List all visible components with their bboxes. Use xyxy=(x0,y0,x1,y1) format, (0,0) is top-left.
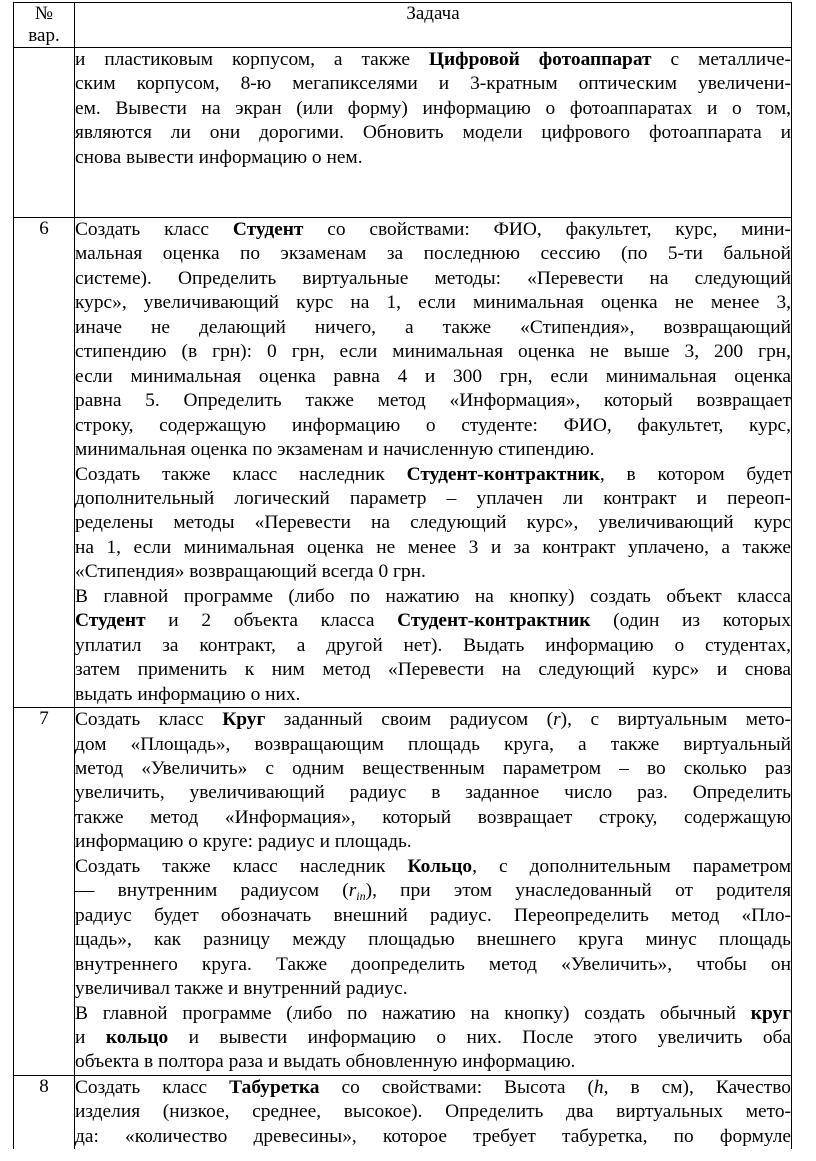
text-line: затем применить к ним метод «Перевести на следующий курс» и снова xyxy=(75,659,791,681)
table-row xyxy=(14,1075,792,1149)
text-line: минимальная оценка по экзаменам и начисленную стипендию. xyxy=(75,439,595,461)
paragraph xyxy=(75,463,791,585)
text-line: ределены методы «Перевести на следующий курс», увеличивающий курс xyxy=(75,512,791,534)
text-line: «Стипендия» возвращающий всегда 0 грн. xyxy=(75,561,426,583)
text-line: мальная оценка по экзаменам за последнюю сессию (по 5-ти бальной xyxy=(75,243,791,265)
text-line: Создать также класс наследник Кольцо, с дополнительным параметром xyxy=(75,855,791,877)
table-row xyxy=(14,708,792,1076)
variant-number: 8 xyxy=(14,1075,75,1149)
header-variant-label: вар. xyxy=(28,25,60,46)
task-text xyxy=(75,218,792,708)
text-line: да: «количество древесины», которое требует табуретка, по формуле xyxy=(75,1125,791,1147)
header-variant-number xyxy=(14,3,75,48)
text-line: выдать информацию о них. xyxy=(75,683,301,705)
paragraph xyxy=(75,855,791,1002)
text-line: и пластиковым корпусом, а также Цифровой фотоаппарат с металличе- xyxy=(75,49,791,70)
text-line: — внутренним радиусом $(r_{in})$, при этом унаследованный от родителя xyxy=(75,880,791,904)
text-line: метод «Увеличить» с одним вещественным параметром – во сколько раз xyxy=(75,757,791,779)
text-line: ем. Вывести на экран (или форму) информацию о фотоаппаратах и о том, xyxy=(75,97,791,119)
variants-table xyxy=(13,2,792,1149)
text-line: стипендию (в грн): 0 грн, если минимальная оценка не выше 3, 200 грн, xyxy=(75,341,791,363)
text-line: В главной программе (либо по нажатию на кнопку) создать объект класса xyxy=(75,585,791,607)
text-line: иначе не делающий ничего, а также «Стипендия», возвращающий xyxy=(75,316,791,338)
table-header-row xyxy=(14,3,792,48)
table-row xyxy=(14,48,792,218)
text-line: объекта в полтора раза и выдать обновленную информацию. xyxy=(75,1051,576,1073)
text-line: Создать класс Табуретка со свойствами: Высота (h, в см), Качество xyxy=(75,1076,791,1098)
task-text xyxy=(75,1075,792,1149)
text-line: информацию о круге: радиус и площадь. xyxy=(75,831,412,853)
variant-number xyxy=(14,48,75,218)
text-line: Создать класс Круг заданный своим радиусом (r), с виртуальным мето- xyxy=(75,709,791,731)
text-line: В главной программе (либо по нажатию на кнопку) создать обычный круг xyxy=(75,1002,791,1024)
text-line: и кольцо и вывести информацию о них. После этого увеличить оба xyxy=(75,1026,792,1048)
text-line: Студент и 2 объекта класса Студент-контрактник (один из которых xyxy=(75,610,791,632)
variant-number: 7 xyxy=(14,708,75,1076)
header-task: Задача xyxy=(75,3,792,48)
text-line: являются ли они дорогими. Обновить модели цифрового фотоаппарата и xyxy=(75,122,791,144)
paragraph xyxy=(75,218,791,463)
text-line: дополнительный логический параметр – уплачен ли контракт и переоп- xyxy=(75,487,791,509)
task-text xyxy=(75,708,792,1076)
variant-number: 6 xyxy=(14,218,75,708)
header-num-symbol: № xyxy=(34,3,54,24)
table-row xyxy=(14,218,792,708)
text-line: радиус будет обозначать внешний радиус. Переопределить метод «Пло- xyxy=(75,904,791,926)
paragraph xyxy=(75,708,791,855)
task-text xyxy=(75,48,792,218)
text-line: Создать класс Студент со свойствами: ФИО, факультет, курс, мини- xyxy=(75,219,791,240)
text-line: также метод «Информация», который возвращает строку, содержащую xyxy=(75,806,791,828)
text-line: увеличивал также и внутренний радиус. xyxy=(75,978,408,1000)
text-line: ским корпусом, 8-ю мегапикселями и 3-кратным оптическим увеличени- xyxy=(75,73,791,95)
text-line: курс», увеличивающий курс на 1, если минимальная оценка не менее 3, xyxy=(75,292,791,314)
text-line: на 1, если минимальная оценка не менее 3 и за контракт уплачено, а также xyxy=(75,536,791,558)
text-line: равна 5. Определить также метод «Информация», который возвращает xyxy=(75,390,791,412)
text-line: дом «Площадь», возвращающим площадь круга, а также виртуальный xyxy=(75,733,791,755)
text-line: внутреннего круга. Также доопределить метод «Увеличить», чтобы он xyxy=(75,953,791,975)
text-line: увеличить, увеличивающий радиус в заданное число раз. Определить xyxy=(75,782,791,804)
text-line: щадь», как разницу между площадью внешнего круга минус площадь xyxy=(75,929,791,951)
text-line: снова вывести информацию о нем. xyxy=(75,146,363,168)
text-line: уплатил за контракт, а другой нет). Выдать информацию о студентах, xyxy=(75,634,791,656)
text-line: строку, содержащую информацию о студенте: ФИО, факультет, курс, xyxy=(75,414,791,436)
paragraph xyxy=(75,1002,791,1075)
text-line: изделия (низкое, среднее, высокое). Определить два виртуальных мето- xyxy=(75,1101,791,1123)
text-line: системе). Определить виртуальные методы: «Перевести на следующий xyxy=(75,267,791,289)
text-line: если минимальная оценка равна 4 и 300 грн, если минимальная оценка xyxy=(75,365,791,387)
text-line: Создать также класс наследник Студент-контрактник, в котором будет xyxy=(75,463,791,485)
paragraph xyxy=(75,585,791,707)
